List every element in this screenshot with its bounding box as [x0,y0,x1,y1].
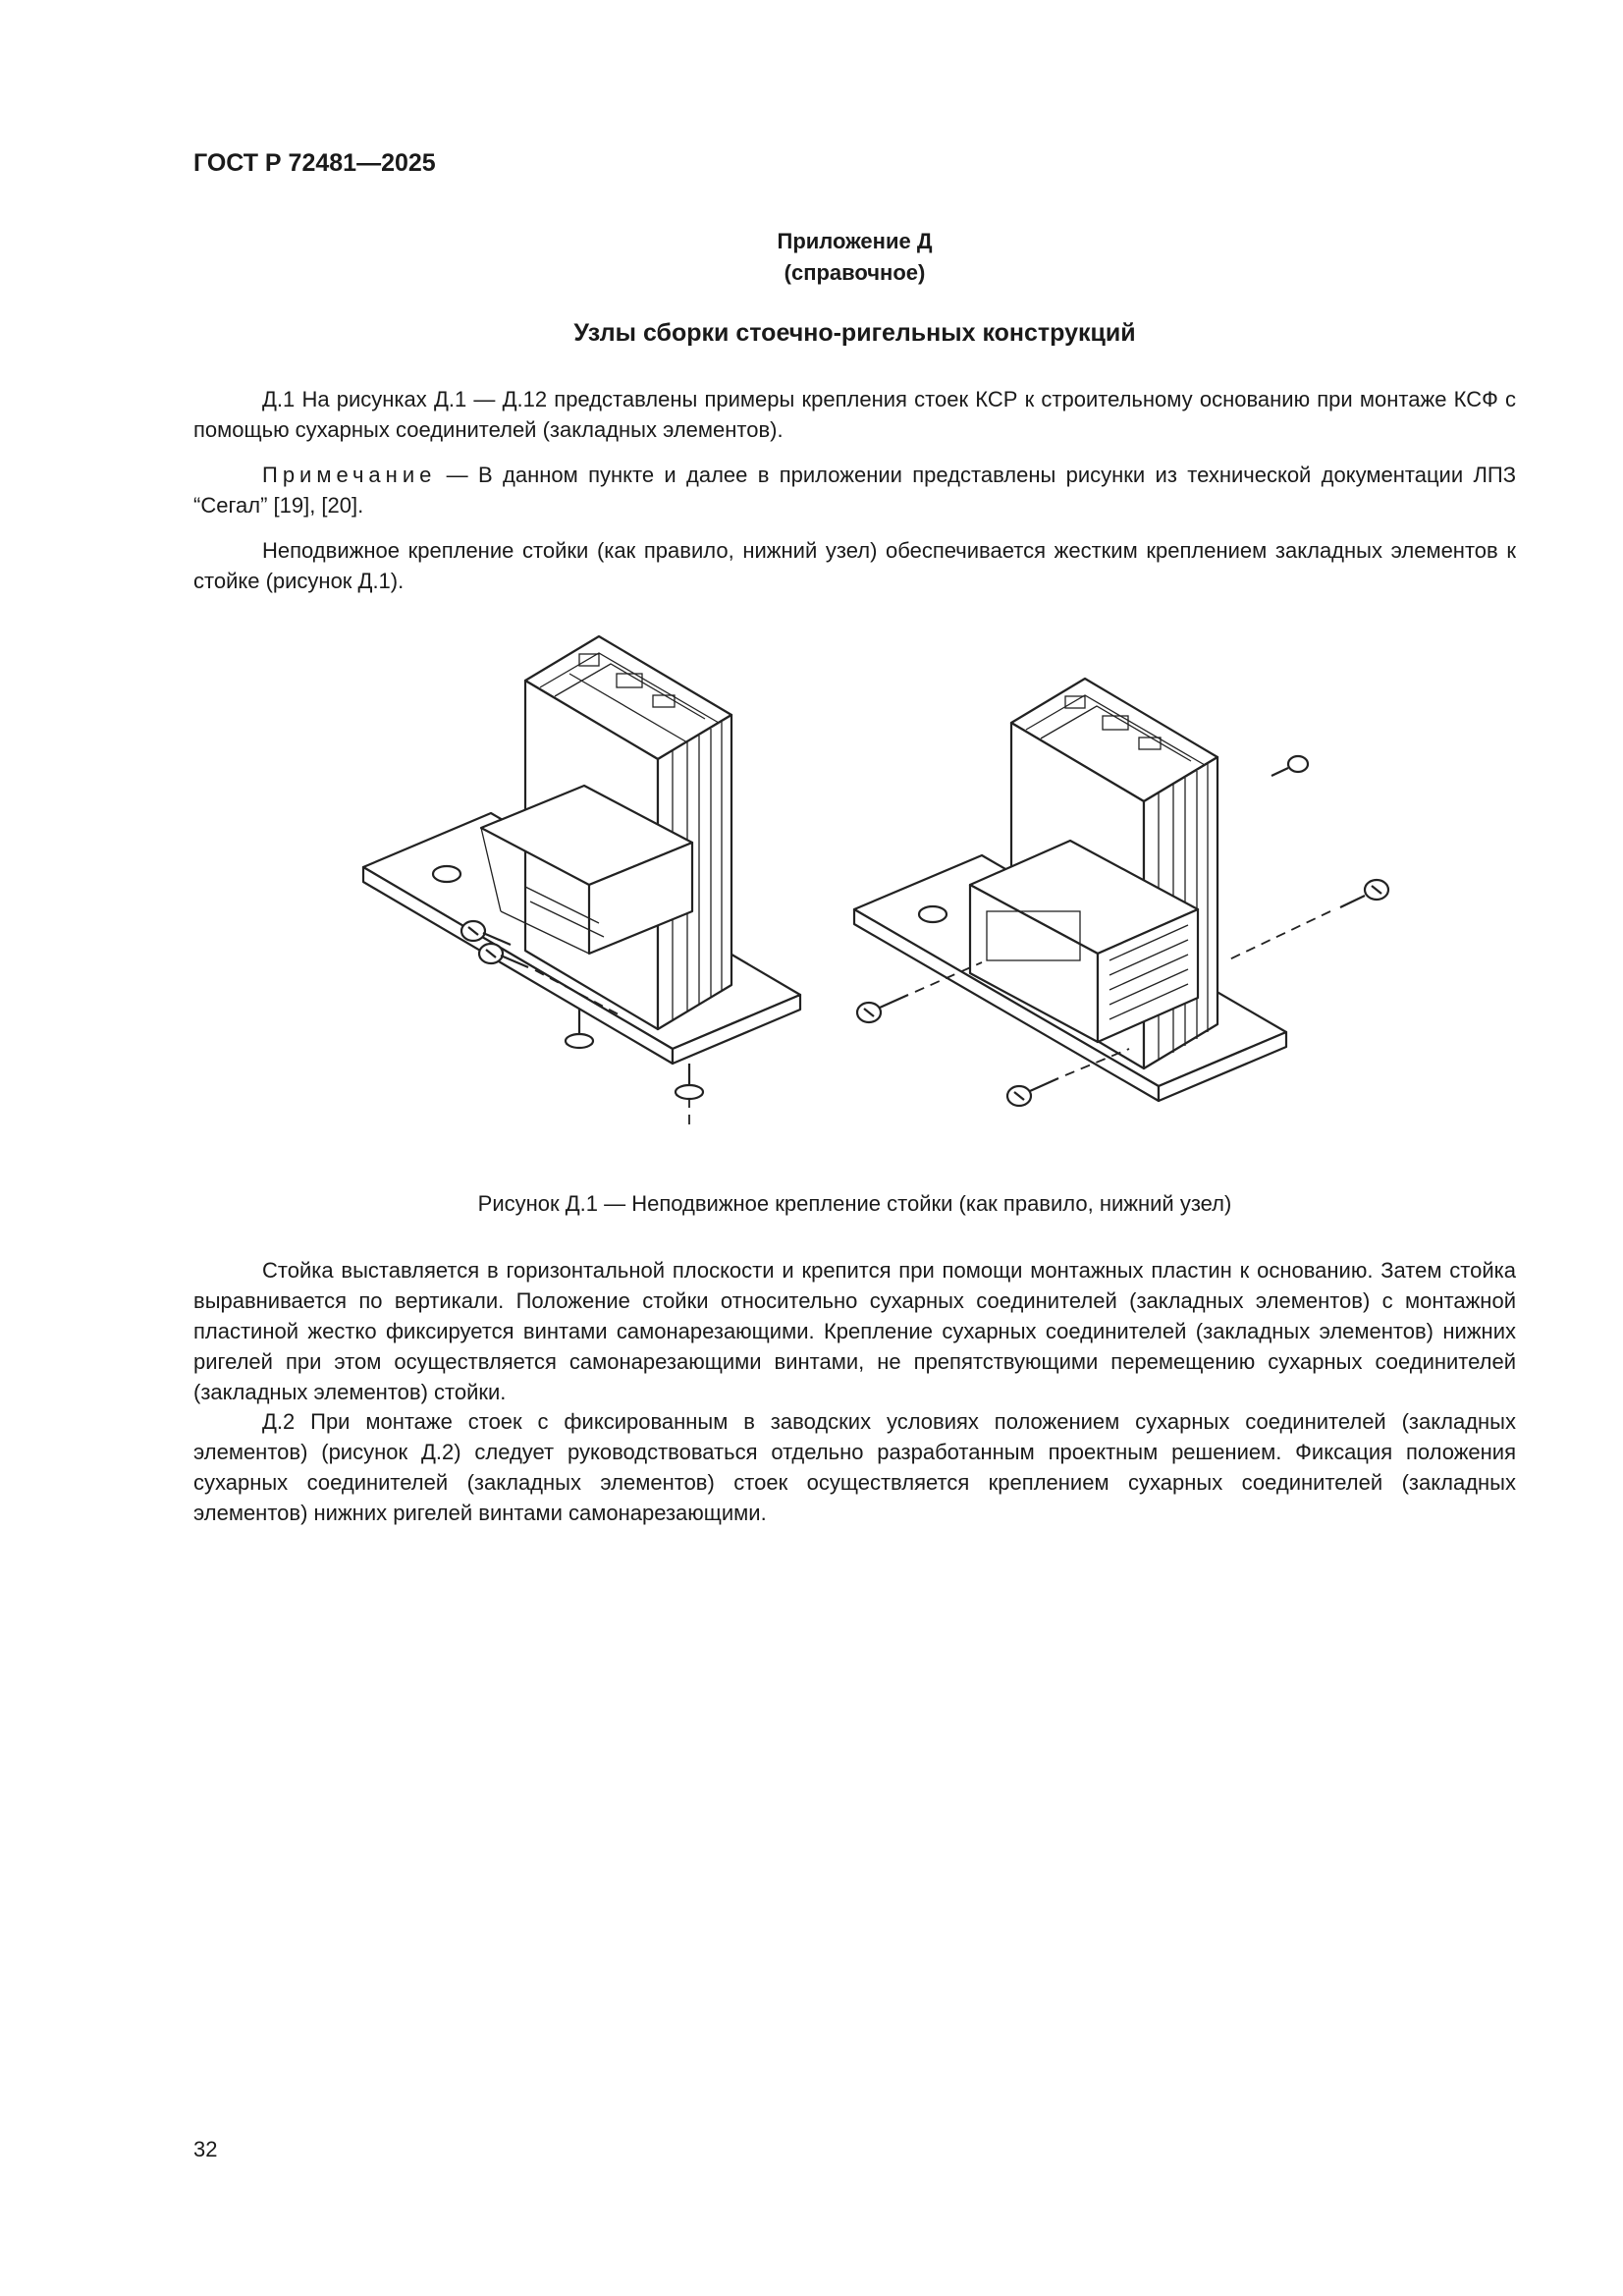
figure-d1 [353,617,1434,1147]
document-code: ГОСТ Р 72481—2025 [193,149,436,177]
right-assembly-illustration [854,679,1388,1106]
figure-caption: Рисунок Д.1 — Неподвижное крепление стойки (как правило, нижний узел) [477,1191,1232,1216]
note-label: Примечание [262,463,437,487]
note-text: — В данном пункте и далее в приложении представлены рисунки из технической документации ЛПЗ “Сегал” [19], [20]. [193,463,1516,518]
annex-title: Приложение Д [777,229,933,253]
screw-icon [1271,756,1308,776]
left-assembly-illustration [363,636,800,1127]
paragraph-d2: Д.2 При монтаже стоек с фиксированным в заводских условиях положением сухарных соединителей (закладных элементов) (рисунок Д.2) следует руководствоваться отдельно разработанным проектным решением. Фиксация положения сухарных соединителей (закладных элементов) стоек осуществляется креплением сухарных соединителей (закладных элементов) нижних ригелей винтами самонарезающими. [193,1409,1516,1525]
paragraph-d1: Д.1 На рисунках Д.1 — Д.12 представлены примеры крепления стоек КСР к строительному основанию при монтаже КСФ с помощью сухарных соединителей (закладных элементов). [193,387,1516,442]
mullion-assembly-drawing [353,617,1434,1147]
annex-type: (справочное) [784,260,926,285]
paragraph-alignment: Стойка выставляется в горизонтальной плоскости и крепится при помощи монтажных пластин к основанию. Затем стойка выравнивается по вертикали. Положение стойки относительно сухарных соединителей (закладных элементов) с монтажной пластиной жестко фиксируется винтами самонарезающими. Крепление сухарных соединителей (закладных элементов) нижних ригелей при этом осуществляется самонарезающими винтами, не препятствующими перемещению сухарных соединителей (закладных элементов) стойки. [193,1258,1516,1404]
screw-icon [1007,1078,1058,1106]
note-paragraph [193,460,1516,520]
page-number: 32 [193,2137,218,2161]
bolt-icon [676,1064,703,1099]
paragraph-fixed-mount: Неподвижное крепление стойки (как правило, нижний узел) обеспечивается жестким креплением закладных элементов к стойке (рисунок Д.1). [193,538,1516,593]
section-title: Узлы сборки стоечно-ригельных конструкций [573,319,1136,347]
screw-icon [1340,880,1388,907]
annex-heading [193,226,1516,289]
screw-icon [857,995,908,1022]
